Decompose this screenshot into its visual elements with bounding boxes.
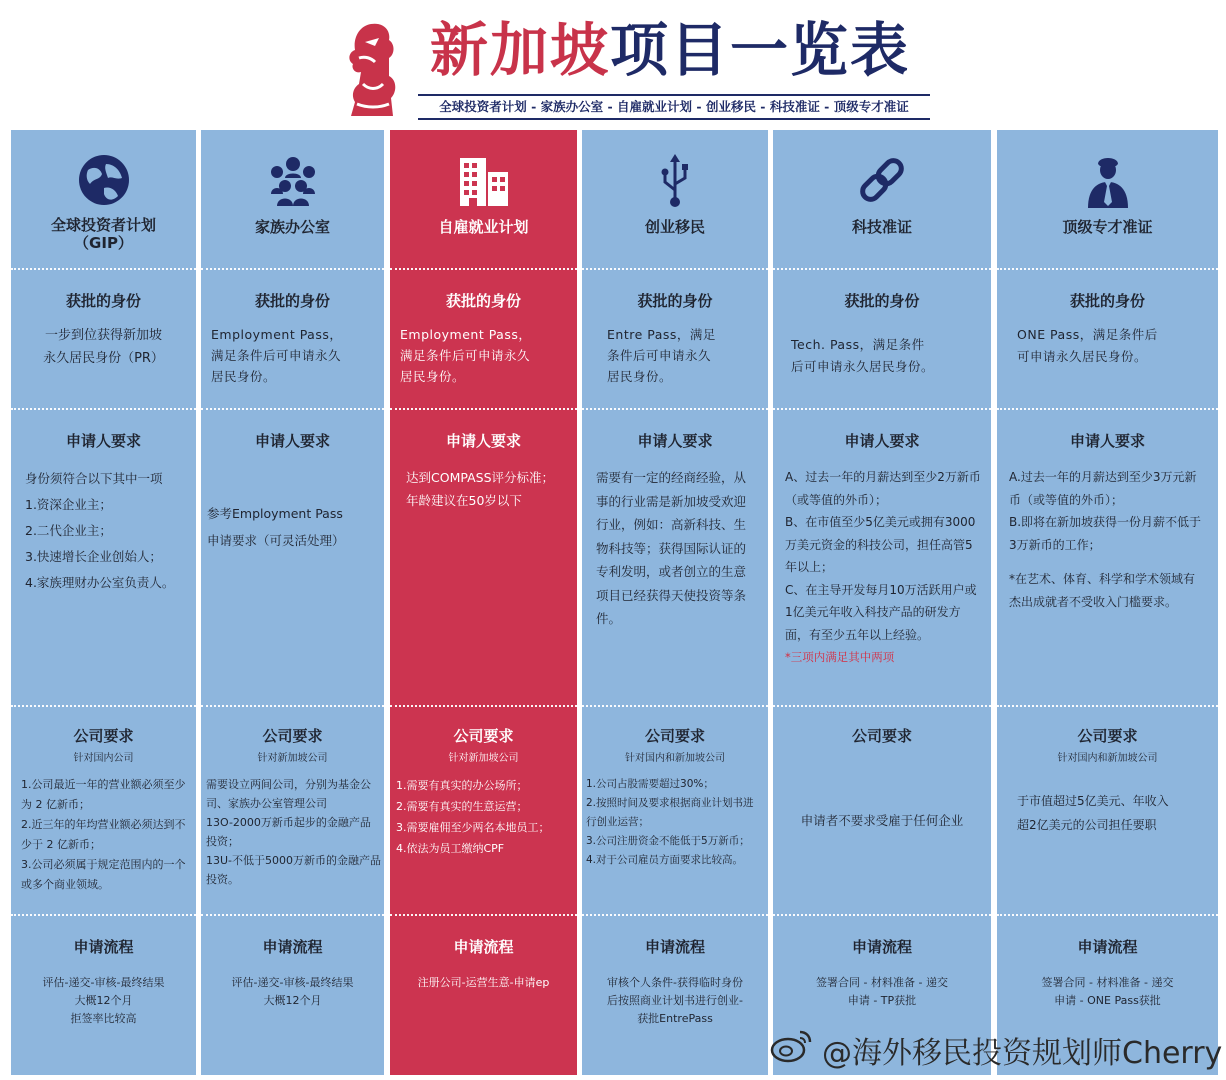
identity-line: 后可申请永久居民身份。 [791, 359, 935, 374]
flow-title: 申请流程 [644, 938, 705, 956]
requirements-text [785, 466, 981, 669]
requirements-section [997, 410, 1218, 704]
company-subtitle: 针对国内公司 [73, 753, 134, 764]
identity-section [997, 270, 1218, 407]
column-gip [11, 130, 196, 1075]
column-name-line1: 全球投资者计划 [50, 216, 156, 234]
flow-line: 评估-递交-审核-最终结果 [42, 976, 165, 989]
requirements-text [596, 466, 756, 631]
requirement-line: 3.快速增长企业创始人； [25, 549, 162, 564]
flow-section [11, 916, 196, 1075]
title-navy: 项目一览表 [610, 16, 911, 84]
identity-section [11, 270, 196, 407]
column-header [582, 130, 768, 267]
company-line: 13U-不低于5000万新币的金融产品投资。 [206, 854, 382, 886]
requirements-text [1009, 466, 1205, 613]
identity-title: 获批的身份 [844, 292, 920, 310]
column-name-line2: （GIP） [74, 234, 133, 252]
requirement-line: 申请要求（可灵活处理） [207, 533, 345, 548]
company-text [206, 775, 381, 889]
company-subtitle: 针对国内和新加坡公司 [625, 753, 725, 764]
company-title: 公司要求 [73, 727, 134, 745]
column-entrepreneur [582, 130, 768, 1075]
identity-line: 可申请永久居民身份。 [1017, 349, 1148, 364]
requirement-line: B.即将在新加坡获得一份月薪不低于3万新币的工作； [1009, 515, 1202, 552]
flow-line: 评估-递交-审核-最终结果 [231, 976, 354, 989]
company-title: 公司要求 [644, 727, 705, 745]
identity-line: Entre Pass，满足 [607, 327, 716, 342]
requirement-line: B、在市值至少5亿美元或拥有3000万美元资金的科技公司，担任高管5年以上； [785, 515, 976, 574]
people-group-icon [263, 152, 323, 208]
office-building-icon [454, 152, 514, 208]
identity-line: ONE Pass，满足条件后 [1017, 327, 1158, 342]
company-line: 于市值超过5亿美元、年收入 [1017, 794, 1169, 808]
flow-text [390, 974, 577, 992]
flow-title: 申请流程 [262, 938, 323, 956]
identity-line: 永久居民身份（PR） [43, 351, 164, 366]
company-title: 公司要求 [1077, 727, 1138, 745]
identity-line: 居民身份。 [400, 369, 466, 384]
company-text [586, 775, 764, 870]
identity-section [390, 270, 577, 407]
globe-icon [74, 152, 134, 208]
requirement-line: 参考Employment Pass [207, 506, 343, 521]
company-text [773, 809, 991, 832]
company-section [201, 707, 384, 913]
flow-text [773, 974, 991, 1010]
column-one-pass [997, 130, 1218, 1075]
requirements-section [201, 410, 384, 704]
flow-line: 申请 - TP获批 [847, 994, 917, 1007]
column-name: 家族办公室 [254, 218, 330, 236]
requirement-line: 需要有一定的经商经验，从事的行业需是新加坡受欢迎行业，例如：高新科技、生物科技等；获得国际认证的专利发明，或者创立的生意项目已经获得天使投资等条件。 [596, 470, 747, 626]
identity-line: 条件后可申请永久 [607, 348, 712, 363]
column-name [11, 216, 196, 252]
column-self-employment [390, 130, 577, 1075]
identity-title: 获批的身份 [1069, 292, 1145, 310]
column-family-office [201, 130, 384, 1075]
column-header [390, 130, 577, 267]
identity-text [1017, 324, 1212, 368]
program-grid [0, 130, 1226, 1080]
requirements-title: 申请人要求 [65, 432, 141, 450]
chain-link-icon [852, 152, 912, 208]
column-header [11, 130, 196, 267]
identity-title: 获批的身份 [254, 292, 330, 310]
requirements-section [773, 410, 991, 704]
flow-section [390, 916, 577, 1075]
identity-title: 获批的身份 [445, 292, 521, 310]
requirements-title: 申请人要求 [445, 432, 521, 450]
company-line: 超2亿美元的公司担任要职 [1017, 818, 1157, 832]
title-red: 新加坡 [430, 16, 611, 84]
requirement-line: 4.家族理财办公室负责人。 [25, 575, 175, 590]
requirement-line: 2.二代企业主； [25, 523, 112, 538]
requirements-title: 申请人要求 [844, 432, 920, 450]
company-line: 4.对于公司雇员方面要求比较高。 [586, 854, 744, 866]
page-subtitle: 全球投资者计划 - 家族办公室 - 自雇就业计划 - 创业移民 - 科技准证 - 顶级专才准证 [418, 94, 930, 120]
company-section [11, 707, 196, 913]
flow-text [201, 974, 384, 1010]
flow-text [582, 974, 768, 1028]
identity-line: 满足条件后可申请永久 [211, 348, 342, 363]
flow-title: 申请流程 [851, 938, 912, 956]
identity-line: 一步到位获得新加坡 [44, 328, 162, 343]
company-line: 3.需要雇佣至少两名本地员工； [396, 821, 550, 834]
column-header [773, 130, 991, 267]
identity-text [211, 324, 381, 387]
flow-line: 签署合同 - 材料准备 - 递交 [1041, 976, 1174, 989]
company-text [21, 775, 191, 895]
flow-title: 申请流程 [73, 938, 134, 956]
company-section [997, 707, 1218, 913]
column-name: 自雇就业计划 [438, 218, 529, 236]
requirement-note: *三项内满足其中两项 [785, 650, 895, 664]
company-line: 3.公司必须属于规定范围内的一个或多个商业领域。 [21, 858, 186, 891]
identity-text [400, 324, 572, 387]
company-subtitle: 针对新加坡公司 [257, 753, 328, 764]
flow-line: 大概12个月 [74, 994, 133, 1007]
flow-title: 申请流程 [1077, 938, 1138, 956]
company-line: 1.需要有真实的办公场所； [396, 779, 528, 792]
flow-line: 签署合同 - 材料准备 - 递交 [816, 976, 948, 989]
company-line: 申请者不要求受雇于任何企业 [800, 813, 964, 828]
identity-line: 居民身份。 [607, 369, 673, 384]
requirements-text [25, 466, 190, 596]
flow-section [582, 916, 768, 1075]
column-tech-pass [773, 130, 991, 1075]
requirements-title: 申请人要求 [637, 432, 713, 450]
requirement-line: A.过去一年的月薪达到至少3万元新币（或等值的外币）； [1009, 470, 1197, 507]
requirements-title: 申请人要求 [1069, 432, 1145, 450]
requirement-line: A、过去一年的月薪达到至少2万新币（或等值的外币）； [785, 470, 981, 507]
identity-section [773, 270, 991, 407]
flow-line: 审核个人条件-获得临时身份 [607, 976, 743, 989]
company-line: 1.公司占股需要超过30%； [586, 778, 714, 790]
flow-section [201, 916, 384, 1075]
requirement-line: 1.资深企业主； [25, 497, 112, 512]
column-header [201, 130, 384, 267]
company-line: 3.公司注册资金不能低于5万新币； [586, 835, 750, 847]
identity-line: Employment Pass， [211, 327, 343, 342]
identity-title: 获批的身份 [637, 292, 713, 310]
weibo-logo-icon [770, 1028, 814, 1072]
company-title: 公司要求 [262, 727, 323, 745]
flow-title: 申请流程 [453, 938, 514, 956]
identity-line: Employment Pass， [400, 327, 532, 342]
column-header [997, 130, 1218, 267]
column-name: 顶级专才准证 [1062, 218, 1153, 236]
requirements-section [390, 410, 577, 704]
company-title: 公司要求 [851, 727, 912, 745]
company-text [1017, 789, 1212, 837]
page-header [0, 0, 1226, 130]
requirements-text [406, 466, 566, 512]
company-line: 13O-2000万新币起步的金融产品投资； [206, 816, 371, 848]
requirements-section [11, 410, 196, 704]
merlion-logo-icon [345, 18, 401, 122]
flow-line: 获批EntrePass [637, 1012, 713, 1025]
watermark [770, 1027, 1222, 1073]
flow-line: 拒签率比较高 [70, 1012, 137, 1025]
company-subtitle: 针对国内和新加坡公司 [1057, 753, 1158, 764]
identity-text [11, 324, 196, 370]
flow-text [997, 974, 1218, 1010]
company-line: 2.需要有真实的生意运营； [396, 800, 528, 813]
column-name: 创业移民 [644, 218, 705, 236]
company-line: 1.公司最近一年的营业额必须至少为 2 亿新币； [21, 778, 186, 811]
company-section [773, 707, 991, 913]
identity-text [791, 334, 981, 378]
company-line: 2.近三年的年均营业额必须达到不少于 2 亿新币； [21, 818, 186, 851]
company-section [582, 707, 768, 913]
identity-title: 获批的身份 [65, 292, 141, 310]
requirement-line: *在艺术、体育、科学和学术领域有杰出成就者不受收入门槛要求。 [1009, 572, 1196, 609]
flow-line: 后按照商业计划书进行创业- [607, 994, 743, 1007]
identity-section [582, 270, 768, 407]
requirement-line: 身份须符合以下其中一项 [25, 471, 163, 486]
watermark-text: @海外移民投资规划师Cherry [822, 1036, 1223, 1071]
identity-line: 居民身份。 [211, 369, 277, 384]
requirement-line: 达到COMPASS评分标准； [406, 470, 555, 485]
usb-icon [645, 152, 705, 208]
company-line: 需要设立两间公司，分别为基金公司、家族办公室管理公司 [206, 778, 371, 810]
company-text [396, 775, 574, 859]
requirements-title: 申请人要求 [254, 432, 330, 450]
company-section [390, 707, 577, 913]
column-name: 科技准证 [851, 218, 912, 236]
requirements-text [207, 500, 382, 554]
identity-line: Tech. Pass，满足条件 [791, 337, 925, 352]
identity-text [607, 324, 757, 387]
page-title [430, 14, 910, 86]
requirement-line: 年龄建议在50岁以下 [406, 493, 522, 508]
flow-line: 申请 - ONE Pass获批 [1054, 994, 1161, 1007]
requirements-section [582, 410, 768, 704]
company-subtitle: 针对新加坡公司 [448, 753, 519, 764]
flow-line: 大概12个月 [263, 994, 322, 1007]
company-title: 公司要求 [453, 727, 514, 745]
requirement-line: C、在主导开发每月10万活跃用户或1亿美元年收入科技产品的研发方面，有至少五年以上经验。 [785, 582, 977, 642]
identity-line: 满足条件后可申请永久 [400, 348, 531, 363]
flow-text [11, 974, 196, 1028]
company-line: 4.依法为员工缴纳CPF [396, 842, 505, 855]
businessman-icon [1078, 152, 1138, 208]
flow-line: 注册公司-运营生意-申请ep [417, 976, 550, 989]
company-line: 2.按照时间及要求根据商业计划书进行创业运营； [586, 797, 754, 828]
identity-section [201, 270, 384, 407]
